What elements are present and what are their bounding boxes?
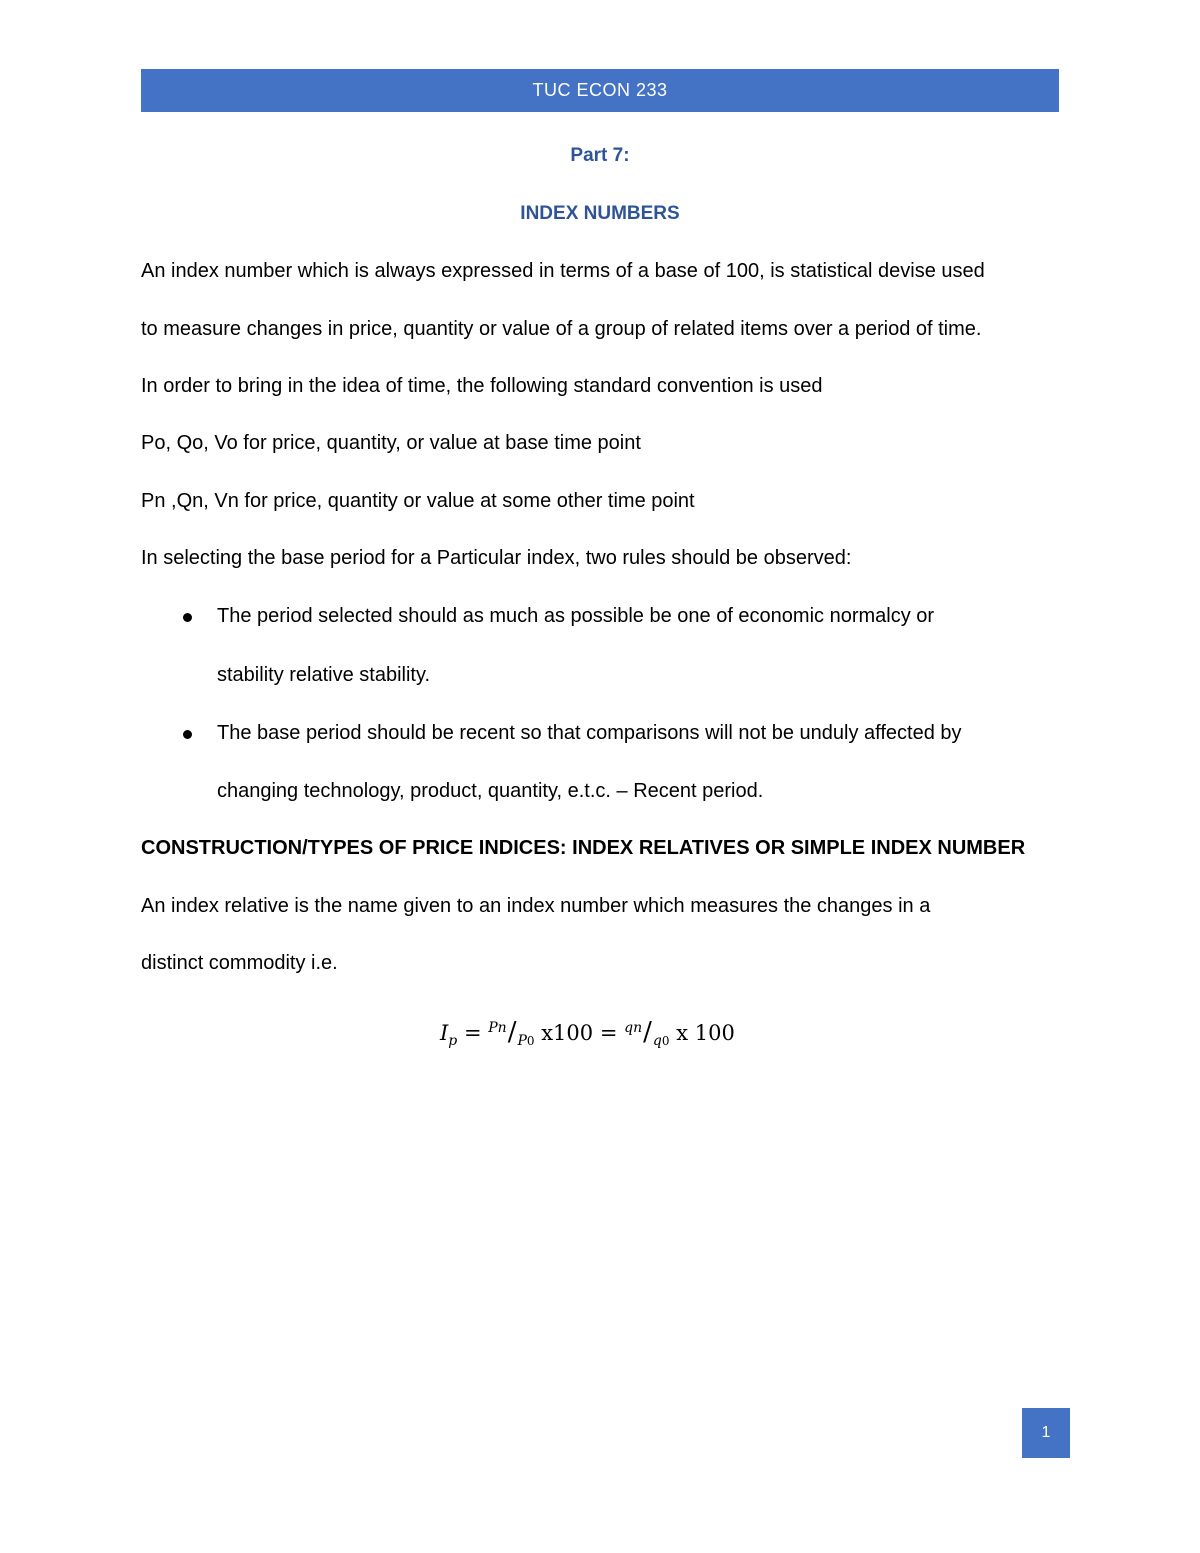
rules-intro: In selecting the base period for a Particular index, two rules should be observed:: [141, 547, 852, 569]
formula-lhs-sub: p: [448, 1033, 458, 1050]
formula-numerator-2-sub: n: [633, 1020, 643, 1036]
fraction-slash-icon: /: [507, 1017, 517, 1047]
formula-denominator-2: q: [652, 1033, 662, 1050]
bullet-1-line2: stability relative stability.: [217, 664, 431, 686]
paragraph2-line1: An index relative is the name given to an index number which measures the changes in a: [141, 895, 931, 917]
formula-denominator-1-sub: 0: [526, 1034, 535, 1049]
index-relative-formula: [440, 1008, 735, 1061]
paragraph1-line1: An index number which is always expressed in terms of a base of 100, is statistical devise used: [141, 260, 985, 282]
bullet-1-line1: The period selected should as much as possible be one of economic normalcy or: [217, 605, 935, 627]
formula-denominator-2-sub: 0: [661, 1034, 670, 1049]
paragraph1-line2: to measure changes in price, quantity or value of a group of related items over a period of time.: [141, 318, 982, 340]
bullet-2-line2: changing technology, product, quantity, e.t.c. – Recent period.: [217, 780, 764, 802]
formula-equals-1: =: [463, 1021, 482, 1045]
paragraph2-line2: distinct commodity i.e.: [141, 952, 338, 974]
formula-numerator-2: q: [624, 1020, 634, 1036]
convention-intro: In order to bring in the idea of time, the following standard convention is used: [141, 375, 823, 397]
construction-heading: CONSTRUCTION/TYPES OF PRICE INDICES: INDEX RELATIVES OR SIMPLE INDEX NUMBER: [141, 837, 1026, 859]
running-header: [141, 69, 1059, 112]
formula-multiplier-1: x100: [541, 1021, 594, 1045]
part-title: Part 7:: [570, 145, 630, 166]
bullet-1-icon: [183, 613, 192, 622]
formula-lhs: I: [440, 1021, 449, 1045]
page-number-badge: [1022, 1408, 1070, 1458]
other-convention: Pn ,Qn, Vn for price, quantity or value at some other time point: [141, 490, 695, 512]
course-code: TUC ECON 233: [532, 80, 668, 100]
page-number: 1: [1041, 1424, 1051, 1441]
formula-denominator-1: P: [517, 1033, 527, 1050]
formula-numerator-1: P: [488, 1020, 498, 1036]
bullet-2-icon: [183, 730, 192, 739]
base-convention: Po, Qo, Vo for price, quantity, or value at base time point: [141, 432, 641, 454]
formula-numerator-1-sub: n: [497, 1020, 507, 1036]
bullet-2-line1: The base period should be recent so that comparisons will not be unduly affected by: [217, 722, 962, 744]
formula-equals-2: =: [599, 1021, 618, 1045]
formula-multiplier-2: x 100: [676, 1021, 735, 1045]
fraction-slash-icon: /: [643, 1017, 652, 1047]
section-title: INDEX NUMBERS: [520, 203, 680, 224]
